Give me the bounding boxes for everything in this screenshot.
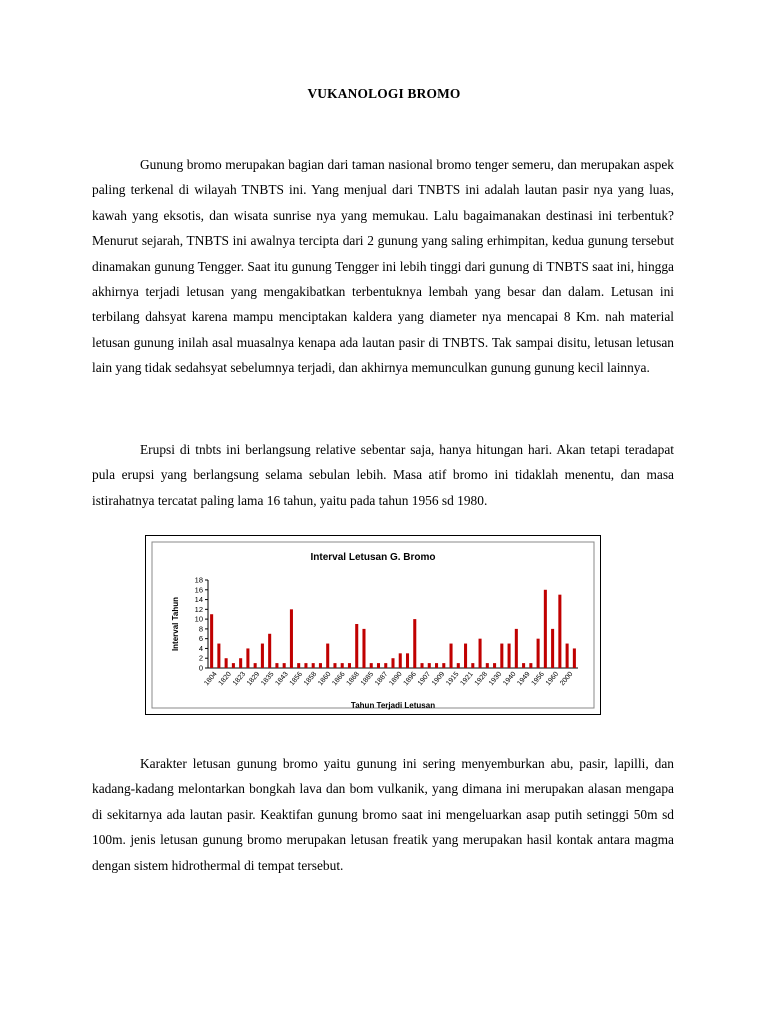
- y-tick-label: 8: [198, 624, 203, 634]
- bar: [217, 644, 220, 668]
- x-tick-label: 1907: [416, 670, 433, 688]
- bar: [420, 663, 423, 668]
- bar: [384, 663, 387, 668]
- x-tick-label: 1829: [245, 670, 262, 688]
- x-tick-label: 1909: [430, 670, 447, 688]
- bar: [471, 663, 474, 668]
- bar: [283, 663, 286, 668]
- x-tick-label: 1820: [217, 670, 233, 688]
- bar: [261, 644, 264, 668]
- bar: [486, 663, 489, 668]
- x-tick-label: 1843: [274, 670, 290, 688]
- bar: [312, 663, 315, 668]
- bar: [370, 663, 373, 668]
- chart-xlabel: Tahun Terjadi Letusan: [350, 701, 436, 710]
- bar: [348, 663, 351, 668]
- bar: [268, 634, 271, 668]
- x-tick-label: 1835: [260, 670, 276, 688]
- y-tick-label: 16: [194, 585, 203, 595]
- x-tick-label: 1956: [530, 670, 546, 688]
- bar: [362, 629, 365, 668]
- bar: [450, 644, 453, 668]
- bar: [435, 663, 438, 668]
- bar: [333, 663, 336, 668]
- x-tick-label: 1868: [345, 670, 361, 688]
- x-tick-label: 1960: [544, 670, 561, 688]
- paragraph-1: Gunung bromo merupakan bagian dari taman nasional bromo tenger semeru, dan merupakan aspek paling terkenal di wilayah TNBTS ini. Yang menjual dari TNBTS ini adalah lautan pasir nya yang luas, kawah yang eksotis, dan wisata sunrise nya yang memukau. Lalu bagaimanakan destinasi ini terbentuk? Menurut sejarah, TNBTS ini awalnya tercipta dari 2 gunung yang saling erhimpitan, kedua gunung tersebut dinamakan gunung Tengger. Saat itu gunung Tengger ini lebih tinggi dari gunung di TNBTS saat ini, hingga akhirnya terjadi letusan yang mengakibatkan terbentuknya lembah yang besar dan dalam. Letusan ini terbilang dahsyat karena mampu menciptakan kaldera yang diameter nya mencapai 8 Km. nah material letusan gunung inilah asal muasalnya kenapa ada lautan pasir di TNBTS. Tak sampai disitu, letusan letusan lain yang tidak sedahsyat sebelumnya terjadi, dan akhirnya memunculkan gunung gunung kecil lainnya.: [92, 157, 674, 376]
- chart-ylabel: Interval Tahun: [171, 596, 180, 652]
- bar: [297, 663, 300, 668]
- bar: [522, 663, 525, 668]
- bar: [239, 658, 242, 668]
- bar: [406, 653, 409, 668]
- x-tick-label: 1856: [288, 670, 305, 688]
- x-tick-label: 1804: [203, 670, 219, 688]
- bar: [566, 644, 569, 668]
- y-tick-label: 18: [194, 575, 203, 585]
- bar: [290, 609, 293, 668]
- bar: [500, 644, 503, 668]
- bar: [558, 595, 561, 668]
- x-tick-label: 2000: [559, 670, 575, 688]
- x-tick-label: 1890: [388, 670, 404, 688]
- x-tick-label: 1860: [317, 670, 333, 688]
- bar: [551, 629, 554, 668]
- bar: [464, 644, 467, 668]
- bar: [428, 663, 431, 668]
- y-tick-label: 2: [198, 653, 203, 663]
- bar: [515, 629, 518, 668]
- x-tick-label: 1921: [459, 670, 475, 688]
- x-tick-label: 1928: [473, 670, 490, 688]
- x-tick-label: 1866: [331, 670, 347, 688]
- bar: [508, 644, 511, 668]
- y-tick-label: 14: [194, 595, 203, 605]
- bar: [275, 663, 278, 668]
- y-tick-label: 10: [194, 614, 203, 624]
- bar: [341, 663, 344, 668]
- chart-title: Interval Letusan G. Bromo: [310, 552, 436, 563]
- x-tick-label: 1940: [502, 670, 518, 688]
- bar: [442, 663, 445, 668]
- bar: [544, 590, 547, 668]
- paragraph-3: Karakter letusan gunung bromo yaitu gunung ini sering menyemburkan abu, pasir, lapilli, dan kadang-kadang melontarkan bongkah lava dan bom vulkanik, yang dimana ini merupakan alasan mengapa di sekitarnya ada lautan pasir. Keaktifan gunung bromo saat ini mengeluarkan asap putih setinggi 50m sd 100m. jenis letusan gunung bromo merupakan letusan freatik yang merupakan hasil kontak antara magma dengan sistem hidrothermal di tempat tersebut.: [92, 756, 674, 873]
- x-tick-label: 1949: [516, 670, 532, 688]
- bar: [493, 663, 496, 668]
- bar: [254, 663, 257, 668]
- bar: [413, 619, 416, 668]
- bar: [232, 663, 235, 668]
- y-tick-label: 12: [194, 604, 203, 614]
- y-tick-label: 0: [198, 663, 203, 673]
- bar: [210, 614, 213, 668]
- bar: [225, 658, 228, 668]
- bar: [304, 663, 307, 668]
- bar: [326, 644, 329, 668]
- bar: [355, 624, 358, 668]
- eruption-interval-chart: [145, 535, 601, 715]
- x-tick-label: 1915: [445, 670, 461, 688]
- paragraph-2: Erupsi di tnbts ini berlangsung relative sebentar saja, hanya hitungan hari. Akan tetapi teradapat pula erupsi yang berlangsung selama sebulan lebih. Masa atif bromo ini tidaklah menentu, dan masa istirahatnya tercatat paling lama 16 tahun, yaitu pada tahun 1956 sd 1980.: [92, 442, 674, 508]
- x-tick-label: 1887: [374, 670, 390, 688]
- y-tick-label: 4: [198, 643, 203, 653]
- bar: [391, 658, 394, 668]
- bar: [479, 639, 482, 668]
- bar: [537, 639, 540, 668]
- bar: [377, 663, 380, 668]
- y-tick-label: 6: [198, 634, 203, 644]
- bar: [319, 663, 322, 668]
- bar: [457, 663, 460, 668]
- x-tick-label: 1930: [487, 670, 504, 688]
- bar: [399, 653, 402, 668]
- document-title: VUKANOLOGI BROMO: [307, 86, 461, 101]
- x-tick-label: 1885: [359, 670, 376, 688]
- bar: [573, 648, 576, 668]
- x-tick-label: 1896: [402, 670, 418, 688]
- x-tick-label: 1823: [231, 670, 248, 688]
- x-tick-label: 1858: [302, 670, 319, 688]
- chart-svg: [146, 536, 600, 714]
- bar: [246, 648, 249, 668]
- bar: [529, 663, 532, 668]
